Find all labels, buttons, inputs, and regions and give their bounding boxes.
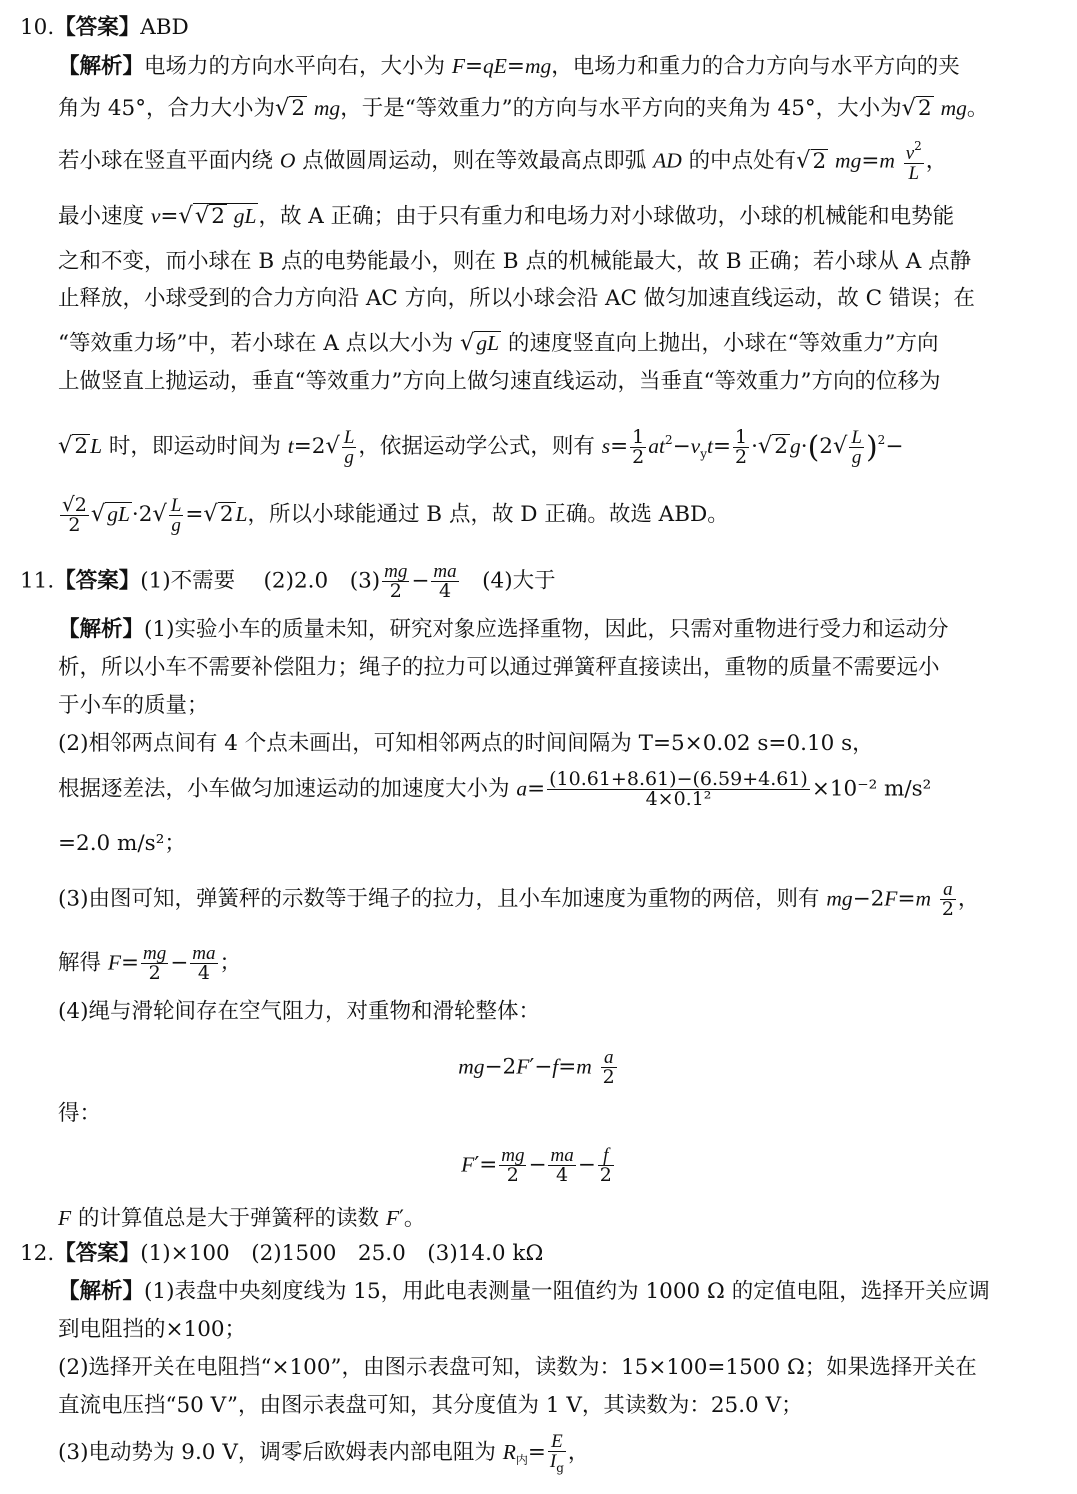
q12-line-1: 【解析】(1)表盘中央刻度线为 15，用此电表测量一阻值约为 1000 Ω 的定值电阻，选择开关应调: [58, 1279, 990, 1304]
q12-line-2: 到电阻挡的×100；: [58, 1317, 247, 1342]
q11-line-3: 于小车的质量；: [58, 693, 209, 718]
q10-line-7: “等效重力场”中，若小球在 A 点以大小为 √gL 的速度竖直向上抛出，小球在“等效重力”方向: [58, 330, 939, 356]
q11-equation-2: F′= $\frac{mg}{2}$ − $\frac{ma}{4}$ − $\frac{f}{2}$: [461, 1145, 612, 1186]
q11-line-8: 解得 F= $\frac{mg}{2}$ − $\frac{ma}{4}$ ；: [58, 943, 242, 984]
q10-line-2: 角为 45°，合力大小为√2 mg，于是“等效重力”的方向与水平方向的夹角为 45°，大小为√2 mg。: [58, 95, 989, 121]
q11-line-7: (3)由图可知，弹簧秤的示数等于绳子的拉力，且小车加速度为重物的两倍，则有 mg−2F=m $\frac{a}{2}$ ，: [58, 879, 980, 920]
q10-line-4: 最小速度 v=√√2 gL，故 A 正确；由于只有重力和电场力对小球做功，小球的机械能和电势能: [58, 203, 955, 229]
q10-line-3: 若小球在竖直平面内绕 O 点做圆周运动，则在等效最高点即弧 AD 的中点处有√2 mg=m $\frac{v^2}{L}$ ，: [58, 139, 948, 184]
q11-line-5: 根据逐差法，小车做匀加速运动的加速度大小为 a= $\frac{(10.61+8.61)-(6.59+4.61)}{\text{4×0.1²}}$ ×10⁻² m/s²: [58, 768, 932, 810]
q10-line-10: $\frac{√2}{2}$ √gL·2√ $\frac{L}{g}$ =√2L，所以小球能通过 B 点，故 D 正确。故选 ABD。: [62, 492, 729, 536]
q10-line-5: 之和不变，而小球在 B 点的电势能最小，则在 B 点的机械能最大，故 B 正确；若小球从 A 点静: [58, 249, 972, 274]
q10-line-6: 止释放，小球受到的合力方向沿 AC 方向，所以小球会沿 AC 做匀加速直线运动，故 C 错误；在: [58, 286, 975, 311]
q10-line-8: 上做竖直上抛运动，垂直“等效重力”方向上做匀速直线运动，当垂直“等效重力”方向的位移为: [58, 369, 941, 394]
q10-answer-label: 【答案】: [54, 15, 141, 40]
q10-line-9: √2L 时，即运动时间为 t=2√ $\frac{L}{g}$ ，依据运动学公式，则有 s= $\frac{1}{2}$ $at^2-v_yt=$ $\frac{1}{2}$ ·√2g·(2√ $\frac{L}{g}$ )$^2$−: [58, 425, 904, 468]
q12-line-4: 直流电压挡“50 V”，由图示表盘可知，其分度值为 1 V，其读数为：25.0 V；: [58, 1393, 803, 1418]
q11-line-1: 【解析】(1)实验小车的质量未知，研究对象应选择重物，因此，只需对重物进行受力和运动分: [58, 617, 949, 642]
q11-answer-label: 【答案】: [54, 568, 141, 594]
q10-answer-line: [20, 12, 189, 44]
q11-line-4: (2)相邻两点间有 4 个点未画出，可知相邻两点的时间间隔为 T=5×0.02 s=0.10 s，: [58, 731, 874, 756]
q11-line-6: =2.0 m/s²；: [58, 831, 186, 856]
q11-equation-1: mg−2F′−f=m $\frac{a}{2}$: [458, 1047, 615, 1088]
q12-line-3: (2)选择开关在电阻挡“×100”，由图示表盘可知，读数为：15×100=1500 Ω；如果选择开关在: [58, 1355, 977, 1380]
q10-answer: ABD: [140, 15, 189, 40]
q12-answer: (1)×100 (2)1500 25.0 (3)14.0 kΩ: [140, 1241, 544, 1266]
q10-line-1: 【解析】电场力的方向水平向右，大小为 F=qE=mg，电场力和重力的合力方向与水平方向的夹: [58, 54, 960, 79]
q12-line-5: (3)电动势为 9.0 V，调零后欧姆表内部电阻为 $R_内=$ $\frac{E}{I_g}$ ，: [58, 1431, 590, 1475]
q11-number: 11.: [20, 568, 55, 594]
q12-analysis-label: 【解析】: [58, 1279, 145, 1304]
q12-answer-line: [20, 1238, 543, 1270]
q12-number: 12.: [20, 1241, 55, 1266]
q11-line-10: 得：: [58, 1101, 102, 1126]
q11-line-2: 析，所以小车不需要补偿阻力；绳子的拉力可以通过弹簧秤直接读出，重物的质量不需要远小: [58, 655, 940, 680]
q11-line-11: F 的计算值总是大于弹簧秤的读数 F′。: [58, 1206, 426, 1231]
q11-answer-line: 11.【答案】(1)不需要 (2)2.0 (3) $\frac{mg}{2}$ − $\frac{ma}{4}$ (4)大于: [20, 561, 556, 602]
q11-analysis-label: 【解析】: [58, 617, 145, 642]
q10-number: 10.: [20, 15, 55, 40]
q12-answer-label: 【答案】: [54, 1241, 141, 1266]
q10-analysis-label: 【解析】: [58, 54, 145, 79]
q11-line-9: (4)绳与滑轮间存在空气阻力，对重物和滑轮整体：: [58, 999, 540, 1024]
